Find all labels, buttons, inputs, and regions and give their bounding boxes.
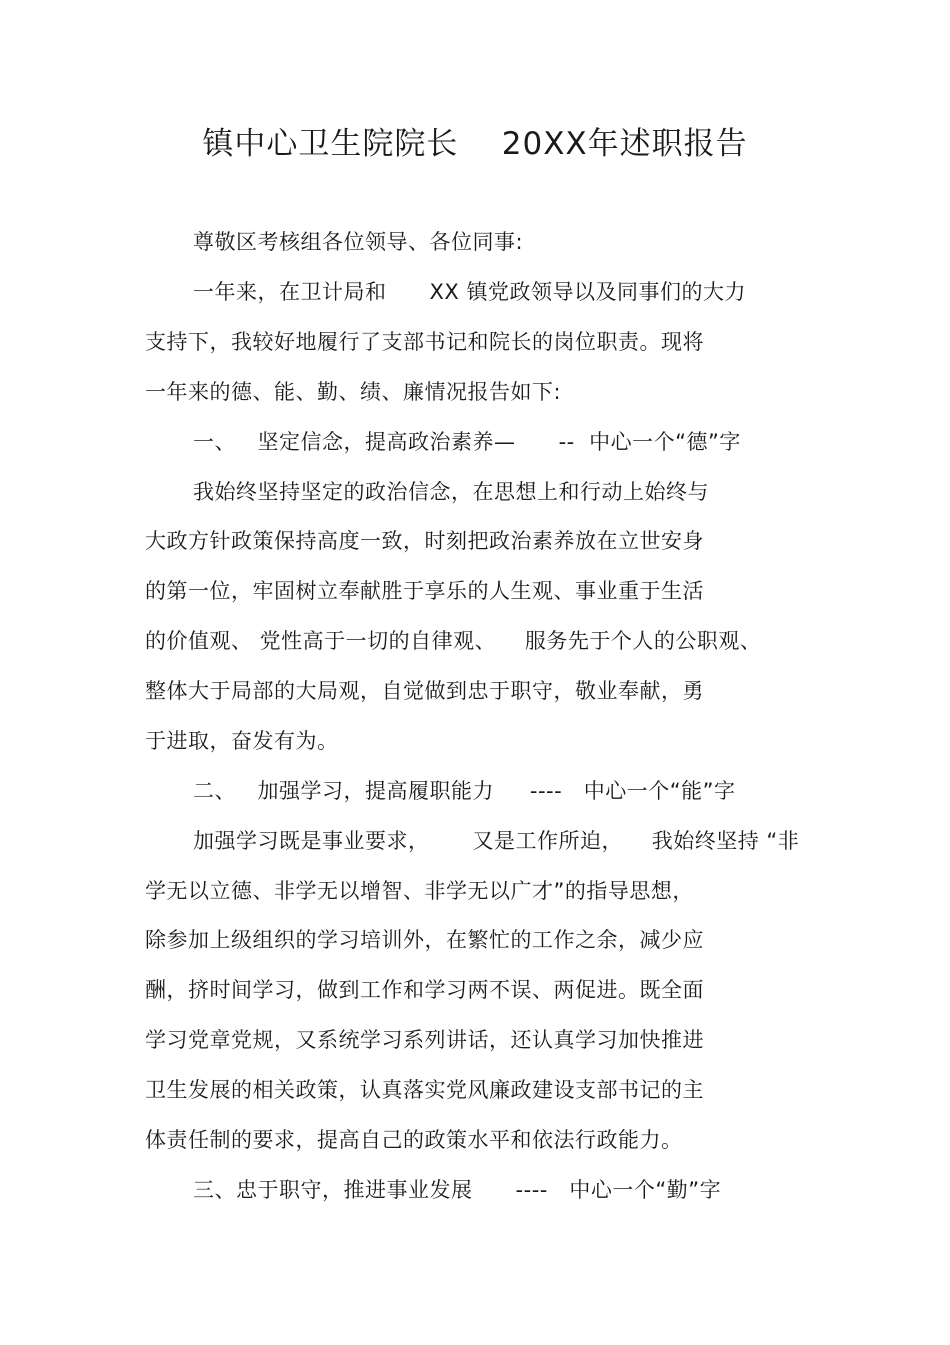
paragraph-line: 学习党章党规，又系统学习系列讲话，还认真学习加快推进 bbox=[145, 1028, 704, 1052]
paragraph-line: 于进取，奋发有为。 bbox=[145, 729, 339, 753]
section-heading-1: 一、 坚定信念，提高政治素养— -- 中心一个“德”字 bbox=[193, 430, 741, 454]
paragraph-line: 学无以立德、非学无以增智、非学无以广才”的指导思想， bbox=[145, 879, 694, 903]
paragraph-line: 支持下，我较好地履行了支部书记和院长的岗位职责。现将 bbox=[145, 330, 704, 354]
paragraph-line: 酬，挤时间学习，做到工作和学习两不误、两促进。既全面 bbox=[145, 978, 704, 1002]
paragraph-line: 除参加上级组织的学习培训外，在繁忙的工作之余，减少应 bbox=[145, 928, 704, 952]
paragraph-line: 大政方针政策保持高度一致，时刻把政治素养放在立世安身 bbox=[145, 529, 704, 553]
paragraph-line: 的第一位，牢固树立奉献胜于享乐的人生观、事业重于生活 bbox=[145, 579, 704, 603]
paragraph-line: 整体大于局部的大局观，自觉做到忠于职守，敬业奉献，勇 bbox=[145, 679, 704, 703]
salutation-line: 尊敬区考核组各位领导、各位同事: bbox=[193, 230, 524, 254]
paragraph-line: 加强学习既是事业要求， 又是工作所迫， 我始终坚持 “非 bbox=[193, 829, 800, 853]
document-title: 镇中心卫生院院长 20XX年述职报告 bbox=[202, 126, 748, 162]
paragraph-line: 我始终坚持坚定的政治信念，在思想上和行动上始终与 bbox=[193, 480, 709, 504]
paragraph-line: 卫生发展的相关政策，认真落实党风廉政建设支部书记的主 bbox=[145, 1078, 704, 1102]
paragraph-line: 体责任制的要求，提高自己的政策水平和依法行政能力。 bbox=[145, 1128, 683, 1152]
section-heading-2: 二、 加强学习，提高履职能力 ---- 中心一个“能”字 bbox=[193, 779, 736, 803]
paragraph-line: 一年来的德、能、勤、绩、廉情况报告如下: bbox=[145, 380, 562, 404]
paragraph-line: 的价值观、 党性高于一切的自律观、 服务先于个人的公职观、 bbox=[145, 629, 762, 653]
section-heading-3: 三、忠于职守，推进事业发展 ---- 中心一个“勤”字 bbox=[193, 1178, 722, 1202]
paragraph-line: 一年来，在卫计局和 XX 镇党政领导以及同事们的大力 bbox=[193, 280, 746, 304]
